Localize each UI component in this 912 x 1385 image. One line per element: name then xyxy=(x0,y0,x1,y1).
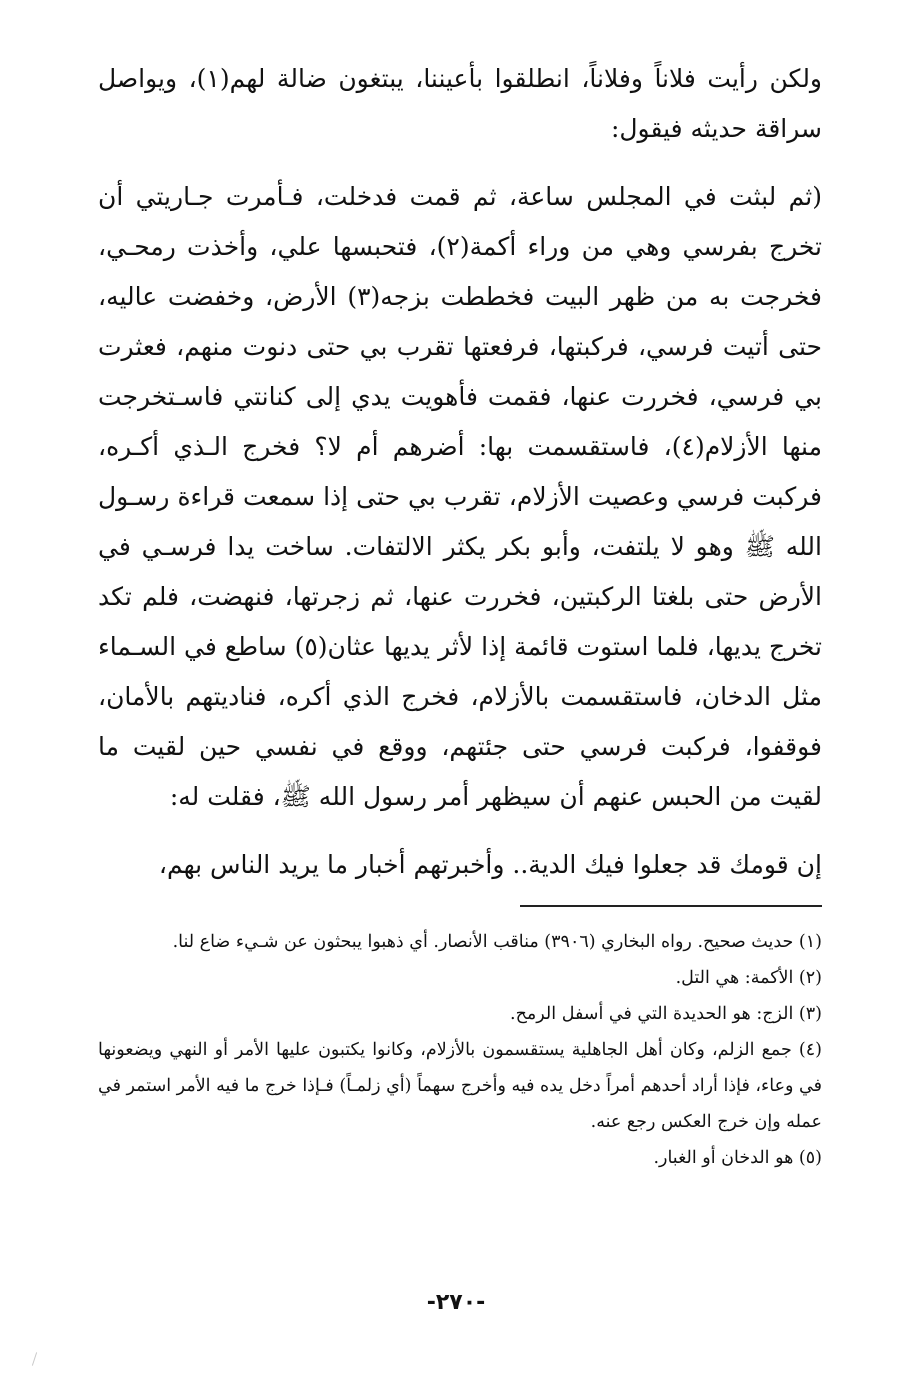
footnote-3: (٣) الزج: هو الحديدة التي في أسفل الرمح. xyxy=(510,1004,822,1024)
footnote-1: (١) حديث صحيح. رواه البخاري (٣٩٠٦) مناقب الأنصار. أي ذهبوا يبحثون عن شـيء ضاع لنا. xyxy=(172,932,822,952)
footnotes xyxy=(98,924,822,1176)
paragraph-suraqa-narration: (ثم لبثت في المجلس ساعة، ثم قمت فدخلت، فـأمرت جـاريتي أن تخرج بفرسي وهي من وراء أكمة(٢)، فتحبسها علي، وأخذت رمحـي، فخرجت به من ظهر البيت فخططت بزجه(٣) الأرض، وخفضت عاليه، حتى أتيت فرسي، فركبتها، فرفعتها تقرب بي حتى دنوت منهم، فعثرت بي فرسي، فخررت عنها، فقمت فأهويت يدي إلى كنانتي فاسـتخرجت منها الأزلام(٤)، فاستقسمت بها: أضرهم أم لا؟ فخرج الـذي أكـره، فركبت فرسي وعصيت الأزلام، تقرب بي حتى إذا سمعت قراءة رسـول الله ﷺ وهو لا يلتفت، وأبو بكر يكثر الالتفات. ساخت يدا فرسـي في الأرض حتى بلغتا الركبتين، فخررت عنها، ثم زجرتها، فنهضت، فلم تكد تخرج يديها، فلما استوت قائمة إذا لأثر يديها عثان(٥) ساطع في السـماء مثل الدخان، فاستقسمت بالأزلام، فخرج الذي أكره، فناديتهم بالأمان، فوقفوا، فركبت فرسي حتى جئتهم، ووقع في نفسي حين لقيت ما لقيت من الحبس عنهم أن سيظهر أمر رسول الله ﷺ، فقلت له: xyxy=(98,182,823,811)
paragraph-warning: إن قومك قد جعلوا فيك الدية.. وأخبرتهم أخبار ما يريد الناس بهم، xyxy=(158,850,822,879)
page-number: -٢٧٠- xyxy=(426,1290,486,1315)
main-text xyxy=(98,54,822,890)
paragraph-continuation: ولكن رأيت فلاناً وفلاناً، انطلقوا بأعيننا، يبتغون ضالة لهم(١)، ويواصل سراقة حديثه فيقول: xyxy=(98,64,823,143)
margin-scan-mark xyxy=(32,1352,37,1366)
footnote-divider xyxy=(520,905,822,907)
footnote-4: (٤) جمع الزلم، وكان أهل الجاهلية يستقسمون بالأزلام، وكانوا يكتبون عليها الأمر أو النهي ويضعونها في وعاء، فإذا أراد أحدهم أمراً دخل يده فيه وأخرج سهماً (أي زلمـاً) فـإذا خرج ما فيه الأمر استمر في عمله وإن خرج العكس رجع عنه. xyxy=(98,1040,822,1132)
footnote-5: (٥) هو الدخان أو الغبار. xyxy=(653,1148,822,1168)
footnote-2: (٢) الأكمة: هي التل. xyxy=(675,968,822,988)
